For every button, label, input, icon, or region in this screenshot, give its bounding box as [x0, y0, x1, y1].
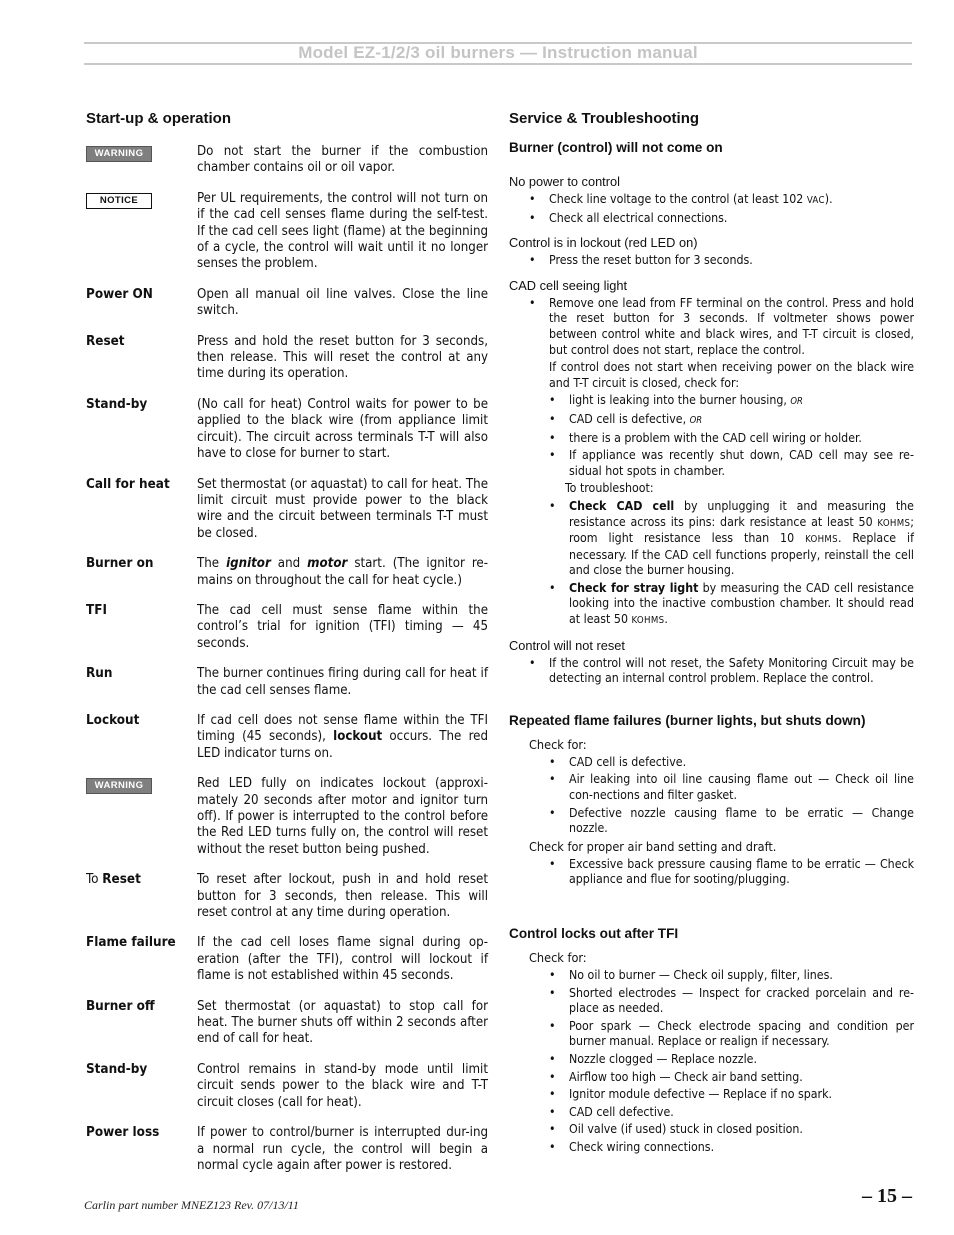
list-item: • Check CAD cell by unplugging it and measuring the resistance across its pins: dark resistance at least 50 KOHMS; room light resistance less than 10 KOHMS. Replace if necessary. If the CAD cell functions properly, reinstall the cell and close the burner housing.: [549, 499, 914, 579]
tfi-row: [86, 603, 491, 652]
burner-on-label: Burner on: [86, 556, 154, 572]
standby2-label: Stand-by: [86, 1061, 148, 1077]
list-item: • Remove one lead from FF terminal on the control. Press and hold the reset button for 3 seconds. If voltmeter shows power between control white and black wires, and T-T circuit is closed, but control does not start, replace the control. If control does not start when receiving power on the black wire and T-T circuit is closed, check for: • light is leaking into the burner housing, OR • CAD cell is defective, OR • there is a problem with the CAD cell wiring or holder. • If appliance was recently shut down, CAD cell may see re-sidual hot spots in chamber. To troubleshoot: • Check CAD cell by unplugging it and measuring the resistance across its pins: dark resistance at least 50 KOHMS; room light resistance less than 10 KOHMS. Replace if necessary. If the CAD cell functions properly, reinstall the cell and close the burner housing. • Check for stray light by measuring the CAD cell resistance looking into the inactive combustion chamber. It should read at least 50 KOHMS.: [509, 296, 914, 629]
warning-badge: WARNING: [86, 146, 152, 162]
standby2-row: [86, 1062, 491, 1111]
reset-label: Reset: [86, 333, 125, 349]
burner-on-row: [86, 556, 491, 589]
service-troubleshooting-title: Service & Troubleshooting: [509, 110, 700, 127]
no-power-title: No power to control: [509, 174, 620, 189]
flame-failure-row: [86, 935, 491, 984]
repeated-flame-failures-section: [509, 713, 914, 888]
call-for-heat-label: Call for heat: [86, 476, 170, 492]
power-on-text: Open all manual oil line valves. Close the line switch.: [197, 286, 488, 319]
power-on-row: [86, 287, 491, 320]
list-item: • Poor spark — Check electrode spacing and condition per burner manual. Replace or realign if necessary.: [509, 1019, 914, 1050]
lockout-row: [86, 713, 491, 762]
flame-failure-text: If the cad cell loses flame signal during op-eration (after the TFI), control will lockout if flame is not established within 45 seconds.: [197, 935, 488, 984]
burner-control-heading: Burner (control) will not come on: [509, 140, 723, 155]
lockout-block: [509, 235, 914, 269]
notice-text: Per UL requirements, the control will not turn on if the cad cell senses flame during the self-test. If the cad cell sees light (flame) at the beginning of a cycle, the control will wait until it no longer senses the problem.: [197, 190, 488, 272]
standby-label: Stand-by: [86, 396, 148, 412]
motor-term: motor: [307, 556, 348, 572]
lockout-term: lockout: [333, 729, 383, 745]
list-item: • Shorted electrodes — Inspect for cracked porcelain and re-place as needed.: [509, 986, 914, 1017]
power-on-label: Power ON: [86, 286, 153, 302]
repeated-flame-failures-heading: Repeated flame failures (burner lights, but shuts down): [509, 712, 866, 728]
run-label: Run: [86, 666, 113, 682]
run-row: [86, 666, 491, 699]
standby-text: (No call for heat) Control waits for power to be applied to the black wire (from appliance limit circuit). The circuit across terminals T-T will also have to close for burner to start.: [197, 396, 488, 462]
list-item: • Air leaking into oil line causing flame out — Check oil line con-nections and filter gasket.: [509, 772, 914, 803]
lockout-text: If cad cell does not sense flame within the TFI timing (45 seconds), lockout occurs. The red LED indicator turns on.: [197, 712, 488, 761]
no-power-block: [509, 174, 914, 226]
header-rule-bottom: [84, 63, 912, 65]
run-text: The burner continues firing during call for heat if the cad cell senses flame.: [197, 666, 488, 698]
cad-cell-block: [509, 278, 914, 629]
startup-operation-title: Start-up & operation: [86, 110, 231, 127]
to-reset-text: To reset after lockout, push in and hold reset button for 3 seconds, then release. This will reset control at any time during operation.: [197, 872, 488, 921]
warning-led-text: Red LED fully on indicates lockout (approxi-mately 20 seconds after motor and ignitor turn off). If power is interrupted to the control before the Red LED turns fully on, the control will reset without the reset button being pushed.: [197, 776, 488, 857]
burner-off-row: [86, 999, 491, 1048]
list-item: • Oil valve (if used) stuck in closed position.: [509, 1122, 914, 1138]
list-item: • light is leaking into the burner housing, OR: [549, 393, 914, 410]
cad-cell-title: CAD cell seeing light: [509, 277, 628, 293]
cad-sub-paragraph: If control does not start when receiving power on the black wire and T-T circuit is closed, check for:: [549, 360, 914, 390]
burner-on-text: The ignitor and motor start. (The ignitor re-mains on throughout the call for heat cycle.): [197, 556, 488, 588]
page-number: – 15 –: [862, 1185, 912, 1207]
to-reset-row: [86, 872, 491, 921]
warning-row-led: [86, 776, 491, 858]
check-for-label: Check for:: [529, 950, 587, 965]
list-item: • Check all electrical connections.: [509, 211, 914, 227]
list-item: • No oil to burner — Check oil supply, filter, lines.: [509, 968, 914, 984]
list-item: • Defective nozzle causing flame to be erratic — Change nozzle.: [509, 806, 914, 837]
list-item: • Excessive back pressure causing flame to be erratic — Check appliance and flue for sooting/plugging.: [509, 857, 914, 888]
lockout-label: Lockout: [86, 712, 140, 728]
list-item: • If the control will not reset, the Safety Monitoring Circuit may be detecting an internal control problem. Replace the control.: [509, 656, 914, 687]
ignitor-term: ignitor: [226, 556, 271, 572]
service-troubleshooting-column: [509, 110, 914, 1158]
list-item: • Check for stray light by measuring the CAD cell resistance looking into the inactive combustion chamber. It should read at least 50 KOHMS.: [549, 581, 914, 629]
notice-row: [86, 191, 491, 273]
list-item: • If appliance was recently shut down, CAD cell may see re-sidual hot spots in chamber.: [549, 448, 914, 479]
to-reset-label: To Reset: [86, 872, 141, 888]
burner-off-label: Burner off: [86, 998, 155, 1014]
standby-row: [86, 397, 491, 463]
standby2-text: Control remains in stand-by mode until limit circuit sends power to the black wire and T-T circuit closes (call for heat).: [197, 1061, 488, 1110]
check-air-band-label: Check for proper air band setting and draft.: [529, 838, 777, 854]
burner-off-text: Set thermostat (or aquastat) to stop call for heat. The burner shuts off within 2 seconds after end of call for heat.: [197, 998, 488, 1047]
warning-row-combustion: [86, 144, 491, 177]
to-troubleshoot-label: To troubleshoot:: [565, 481, 654, 496]
call-for-heat-row: [86, 477, 491, 543]
warning-text: Do not start the burner if the combustion chamber contains oil or oil vapor.: [197, 144, 488, 176]
footer-part-number: Carlin part number MNEZ123 Rev. 07/13/11: [84, 1198, 299, 1212]
flame-failure-label: Flame failure: [86, 935, 176, 951]
list-item: • CAD cell is defective.: [509, 755, 914, 771]
warning-badge: WARNING: [86, 778, 152, 794]
list-item: • Airflow too high — Check air band setting.: [509, 1070, 914, 1086]
reset-row: [86, 334, 491, 383]
list-item: • CAD cell is defective, OR: [549, 412, 914, 429]
power-loss-text: If power to control/burner is interrupted dur-ing a normal run cycle, the control will begin a normal cycle again after power is restored.: [197, 1125, 488, 1173]
call-for-heat-text: Set thermostat (or aquastat) to call for heat. The limit circuit must provide power to the black wire and the circuit between terminals T-T must be closed.: [197, 476, 488, 541]
tfi-lockout-section: [509, 926, 914, 1156]
list-item: • Ignitor module defective — Replace if no spark.: [509, 1087, 914, 1103]
no-reset-title: Control will not reset: [509, 637, 625, 653]
list-item: • there is a problem with the CAD cell wiring or holder.: [549, 431, 914, 447]
list-item: • Check wiring connections.: [509, 1140, 914, 1156]
tfi-label: TFI: [86, 602, 107, 618]
list-item: • Nozzle clogged — Replace nozzle.: [509, 1052, 914, 1068]
power-loss-label: Power loss: [86, 1125, 160, 1141]
check-for-label: Check for:: [529, 736, 587, 752]
list-item: • Check line voltage to the control (at least 102 VAC).: [509, 192, 914, 209]
list-item: • CAD cell defective.: [509, 1105, 914, 1121]
startup-operation-column: [86, 110, 491, 1188]
header-title: Model EZ-1/2/3 oil burners — Instruction manual: [298, 43, 698, 62]
tfi-text: The cad cell must sense flame within the control’s trial for ignition (TFI) timing — 45 seconds.: [197, 602, 488, 651]
tfi-lockout-heading: Control locks out after TFI: [509, 926, 679, 941]
power-loss-row: [86, 1125, 491, 1174]
list-item: • Press the reset button for 3 seconds.: [509, 253, 914, 269]
no-reset-block: [509, 638, 914, 687]
lockout-title: Control is in lockout (red LED on): [509, 235, 698, 251]
reset-text: Press and hold the reset button for 3 seconds, then release. This will reset the control at any time during its operation.: [197, 333, 488, 382]
notice-badge: NOTICE: [86, 193, 152, 209]
